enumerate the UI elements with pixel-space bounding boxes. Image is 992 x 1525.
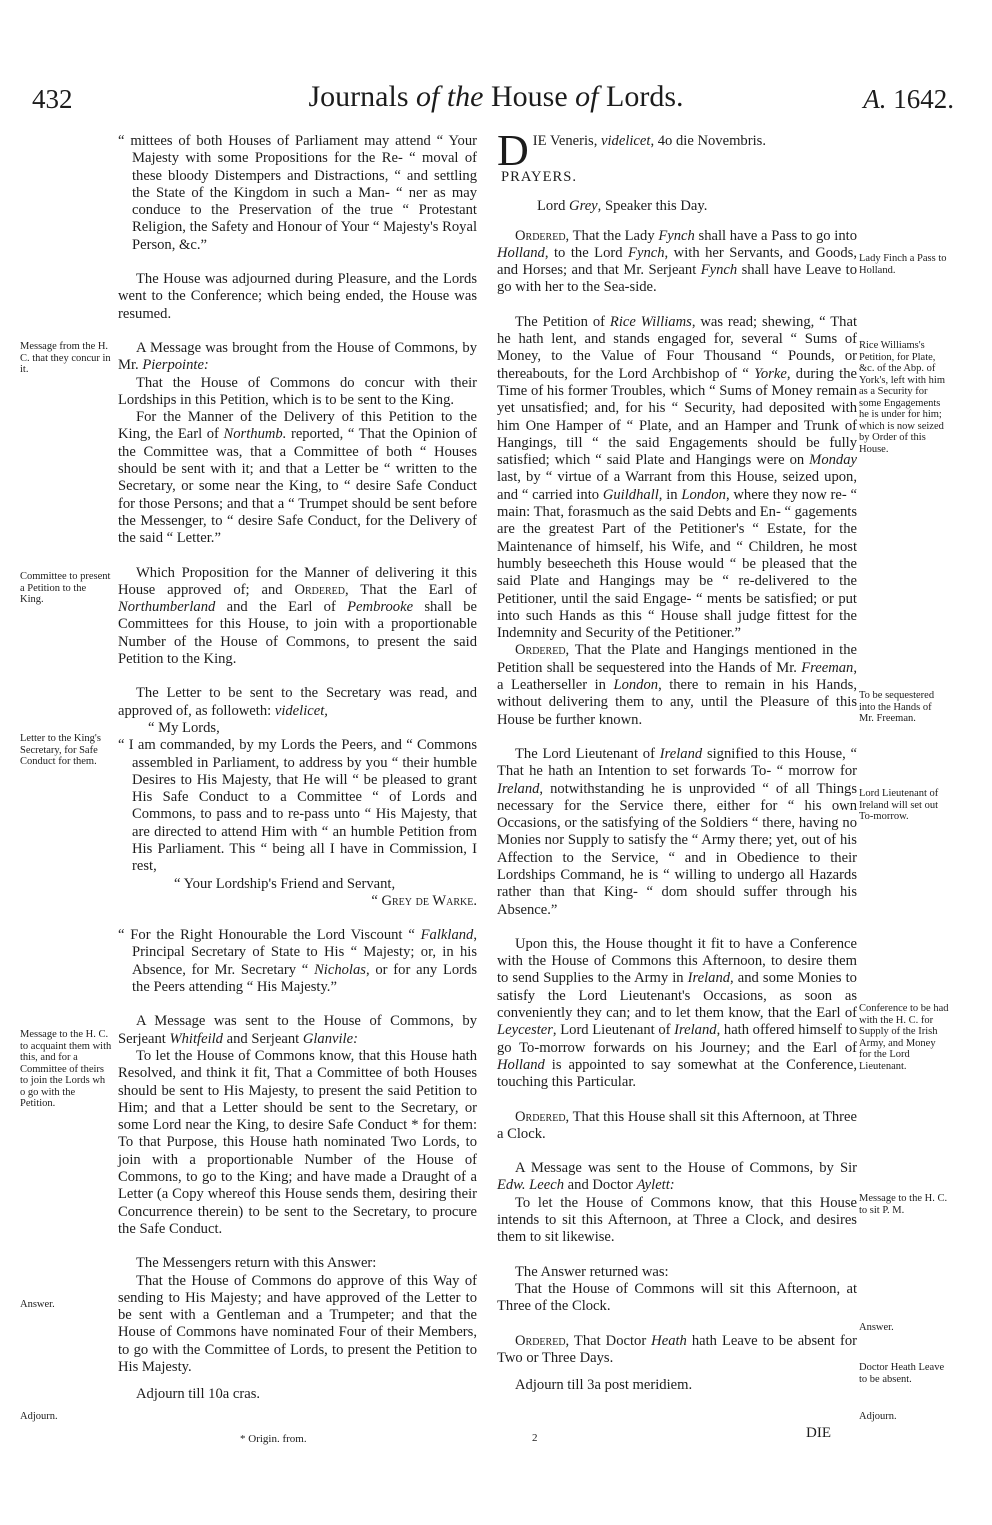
order-sequester — [497, 642, 857, 728]
text: , Principal Secretary of State to His “ Majesty; or, in his Absence, for Mr. Secretary “ — [132, 927, 477, 978]
text: Ireland — [497, 780, 540, 797]
margin-note: Rice Williams's Petition, for Plate, &c. of the Abp. of York's, left with him as a Security for some Engagements he is under for him; which is now seized by Order of this House. — [859, 340, 945, 455]
text: Aylett: — [636, 1177, 675, 1194]
letter-closing: “ Your Lordship's Friend and Servant, — [174, 875, 396, 892]
text: Ordered — [515, 227, 566, 244]
text: Fynch — [700, 262, 738, 279]
text: , Speaker this Day. — [597, 198, 708, 215]
text: Leycester — [497, 1022, 553, 1039]
margin-note: To be sequestered into the Hands of Mr. Freeman. — [859, 690, 935, 724]
conference-paragraph — [497, 936, 857, 1092]
text: Northumb. — [223, 426, 287, 443]
adjournment: Adjourn till 10a cras. — [136, 1386, 261, 1403]
text: Freeman — [801, 659, 854, 676]
drop-cap: D — [497, 126, 529, 175]
text: Ordered — [515, 642, 566, 659]
text: Edw. Leech — [497, 1177, 565, 1194]
letter-address — [118, 927, 477, 996]
text: “ For the Right Honourable the Lord Viscount “ — [118, 927, 421, 944]
text: last, by “ virtue of a Warrant from this House, seized upon, and “ carried into — [497, 469, 857, 503]
year — [863, 84, 954, 115]
text: , That this House shall sit this Afternoon, at Three a Clock. — [497, 1108, 857, 1142]
text: Rice Williams — [609, 313, 692, 330]
text: The Petition of — [515, 313, 610, 330]
text: Grey — [569, 198, 598, 215]
text: A Message was sent to the House of Commons, by Sir — [515, 1160, 857, 1177]
message-leech — [497, 1160, 857, 1195]
title-part: of the — [416, 80, 484, 113]
year-prefix: A. — [863, 84, 887, 114]
running-header — [0, 80, 992, 130]
letter-salutation: “ My Lords, — [148, 719, 220, 736]
text: Ireland — [687, 970, 731, 987]
text: , there to remain in his Hands, without delivering them to any, until the Pleasure of this House be further known. — [497, 677, 857, 728]
message-commons — [118, 340, 477, 375]
text: , That Doctor — [565, 1332, 652, 1349]
margin-note: Adjourn. — [859, 1411, 897, 1422]
text: London — [681, 486, 726, 503]
title-part: House — [483, 80, 576, 113]
text: Ordered — [294, 581, 345, 598]
message-content: To let the House of Commons know, that this House hath Resolved, and think it fit, That a Committee of both Houses should be sent to His Majesty, to present the said Petition to Him; and that a Letter should be sent to the Secretary, or some Lord near the King, to desire Safe Conduct * for them: To that Purpose, this House hath nominated Two Lords, to join with a proportionable Number of the House of Commons, to go to the King; and have made a Draught of a Letter (a Copy whereof this House sends them, desiring their Concurrence therein) to be sent to the Secretary, to procure the Safe Conduct. — [118, 1047, 477, 1237]
margin-note: Adjourn. — [20, 1411, 58, 1422]
text: Guildhall — [602, 486, 659, 503]
order-fynch-pass — [497, 228, 857, 297]
concur-paragraph: That the House of Commons do concur with their Lordships in this Petition, which is to be sent to the King. — [118, 374, 477, 408]
prayers-heading: PRAYERS. — [501, 169, 578, 185]
answer-returned: The Answer returned was: — [515, 1263, 669, 1280]
text: shall be Committees for this House, to join with a proportionable Number of the House of Commons, to present the said Petition to the King. — [118, 599, 477, 668]
text: , That the Earl of — [345, 581, 477, 598]
text: Yorke — [754, 365, 787, 382]
margin-note: Doctor Heath Leave to be absent. — [859, 1362, 945, 1385]
text: signified to this House, “ That he hath an Intention to set forwards To- “ morrow for — [497, 745, 857, 780]
message-sit-content: To let the House of Commons know, that this House intends to sit this Afternoon, at Three a Clock, and desires them to sit likewise. — [497, 1194, 857, 1246]
text: Monday — [809, 452, 857, 469]
right-column — [497, 126, 858, 1394]
text: , Lord Lieutenant of — [552, 1022, 675, 1039]
margin-note: Answer. — [20, 1299, 55, 1310]
text: , was read; shewing, “ That he hath lent, and stands engaged for, several “ Sums of Money, to the Value of Four Thousand “ Pounds, or thereabouts, for the Lord Archbishop of “ — [497, 313, 857, 382]
text: , where they now re- “ main: That, forasmuch as the said Debts and En- “ gagements are the greatest Part of the Petitioner's “ Estate, for the Maintenance of himself, his Wife, and “ Children, he most humbly beseecheth this House would “ be pleased that the said Plate and Hangings may be “ re-delivered to the Petitioner, until the said Engage- “ ments be satisfied; or put into such Hands as this “ House shall judge fittest for the Indemnity and Security of the Petitioner.” — [497, 486, 858, 642]
delivery-report — [118, 409, 477, 547]
text: Ireland — [659, 745, 703, 762]
text: Falkland — [420, 927, 474, 944]
text: , in — [658, 486, 682, 503]
letter-signature: “ Grey de Warke. — [371, 892, 477, 909]
text: , That the Plate and Hangings mentioned in the Petition shall be sequestered into the Hands of Mr. — [497, 642, 857, 676]
text: and the Earl of — [215, 599, 348, 616]
text: shall have a Pass to go into — [694, 227, 857, 244]
left-column — [118, 133, 477, 1404]
text: videlicet, — [274, 702, 328, 719]
margin-note: Conference to be had with the H. C. for Supply of the Irish Army, and Money for the Lord Lieutenant. — [859, 1003, 949, 1072]
text: Which Proposition for the Manner of delivering it this House approved of; and — [118, 564, 477, 598]
text: Whitfeild — [169, 1030, 223, 1047]
year-value: 1642. — [886, 84, 954, 114]
text: Fynch — [658, 227, 695, 244]
text: Ordered — [515, 1332, 566, 1349]
text: Ordered — [515, 1108, 566, 1125]
text: The Lord Lieutenant of — [515, 745, 660, 762]
petition-quote-end: “ mittees of both Houses of Parliament may attend “ Your Majesty with some Propositions for the Re- “ moval of these bloody Distempers and Distractions, “ and settling the State of the Kingdom in such a Man- “ ner as may conduce to the Preservation of the true “ Protestant Religion, the Safety and Honour of Your “ Majesty's Royal Person, &c.” — [118, 133, 477, 253]
catchword: DIE — [806, 1425, 831, 1441]
text: A Message was sent to the House of Commons, by Serjeant — [118, 1013, 477, 1047]
text: and Doctor — [564, 1177, 637, 1194]
letter-body: “ I am commanded, by my Lords the Peers, and “ Commons assembled in Parliament, to address by you “ their humble Desires to His Majesty, that He will “ be pleased to grant His Safe Conduct to a Committee “ of Lords and Commons, to pass and to re-pass unto “ His Majesty, that are directed to attend Him with “ an humble Petition from His Parliament. This “ being all I have in Commission, I rest, — [118, 737, 477, 875]
margin-note: Committee to present a Petition to the King. — [20, 571, 111, 605]
text: Pembrooke — [347, 599, 414, 616]
text: , hath offered himself to go To-morrow forwards on his Journey; and the Earl of — [497, 1022, 857, 1056]
title-part: Journals — [308, 80, 416, 113]
text: , 4o die Novembris. — [650, 133, 766, 149]
text: is appointed to say somewhat at the Conference, touching this Particular. — [497, 1056, 857, 1091]
williams-petition — [497, 314, 857, 643]
lord-lieutenant — [497, 746, 857, 919]
text: and Serjeant — [222, 1030, 303, 1047]
order-sit — [497, 1109, 857, 1144]
message-sent — [118, 1013, 477, 1048]
text: hath Leave to be absent for Two or Three Days. — [497, 1332, 857, 1366]
commons-answer: That the House of Commons do approve of this Way of sending to His Majesty; and have approved of the Letter to be sent with a Gentleman and a Trumpeter; and that the House of Commons have nominated Four of their Members, to go with the Committee of Lords, to present the Petition to His Majesty. — [118, 1272, 477, 1375]
session-date — [497, 126, 857, 175]
text: Holland — [497, 244, 545, 261]
title-part: Lords. — [598, 80, 684, 113]
text: Ireland — [674, 1022, 717, 1039]
text: Upon this, the House thought it fit to have a Conference with the House of Commons this Afternoon, to desire them to send Supplies to the Army in — [497, 935, 857, 987]
adjourned-paragraph: The House was adjourned during Pleasure, and the Lords went to the Conference; which being ended, the House was resumed. — [118, 271, 477, 322]
adjournment-pm: Adjourn till 3a post meridiem. — [515, 1377, 693, 1394]
text: Glanvile: — [302, 1030, 358, 1047]
text: reported, “ That the Opinion of the Committee was, that a Committee of both “ Houses should be sent with it; and that a Letter be “ written to the Secretary, or some near the King, to “ desire Safe Conduct for those Persons; and that a “ Trumpet should be sent before the Messenger, to “ desire Safe Conduct, for the Delivery of the said “ Letter.” — [118, 426, 477, 547]
journal-title — [0, 80, 992, 114]
margin-note: Message to the H. C. to acquaint them with this, and for a Committee of theirs to join the Lords wh o go with the Petition. — [20, 1029, 112, 1109]
order-heath — [497, 1333, 857, 1368]
text: Fynch — [628, 244, 665, 261]
text: The Letter to be sent to the Secretary was read, and approved of, as followeth: — [118, 685, 477, 719]
text: , or for any Lords the Peers attending “ His Majesty.” — [132, 961, 478, 996]
text: Northumberland — [118, 599, 216, 616]
text: London — [613, 677, 659, 694]
text: IE Veneris, — [532, 133, 602, 149]
messengers-return: The Messengers return with this Answer: — [136, 1255, 377, 1272]
text: Holland — [497, 1056, 545, 1073]
text: Lord — [537, 198, 570, 215]
text: For the Manner of the Delivery of this Petition to the King, the Earl of — [118, 409, 477, 443]
text: Pierpointe: — [142, 357, 209, 374]
proposition-ordered — [118, 565, 477, 669]
text: A Message was brought from the House of Commons, by Mr. — [118, 339, 477, 374]
text: , with her Servants, and Goods, and Horses; and that Mr. Serjeant — [497, 244, 857, 279]
text: shall have Leave to go with her to the Sea-side. — [497, 262, 858, 296]
margin-note: Message from the H. C. that they concur in it. — [20, 341, 111, 375]
letter-intro — [118, 685, 477, 720]
text: , notwithstanding he is unprovided “ of all Things necessary for the Service there, either for “ his own Occasions, or the satisfying of the Soldiers “ there, having no Monies nor Supply to satisfy the “ Army there; yet, out of his Affection to the Service, “ and in Obedience to their Lordships Command, he is “ willing to undergo all Hazards rather than that King- “ dom should suffer through his Absence.” — [497, 780, 857, 918]
text: , and some Monies to satisfy the Lord Lieutenant's Occasions, as soon as conveniently they can; and to let them know, that the Earl of — [497, 970, 857, 1022]
margin-note: Message to the H. C. to sit P. M. — [859, 1193, 948, 1216]
margin-note: Lord Lieutenant of Ireland will set out To-morrow. — [859, 788, 939, 822]
signature-mark: 2 — [532, 1432, 538, 1444]
text: , during the Time of his former Troubles, which “ Sums of Money remain yet unsatisfied; and, for his “ Security, had deposited with him One Hamper of “ Plate, and an Hamper and Trunk of Hangings, till “ the said Engagements should be fully satisfied; which “ said Plate and Hangings were on — [497, 365, 857, 469]
text: Nicholas — [314, 961, 366, 978]
text: Heath — [651, 1332, 687, 1349]
footnote: * Origin. from. — [240, 1433, 307, 1445]
text: , a Leatherseller in — [497, 659, 857, 694]
text: , to the Lord — [544, 244, 629, 261]
title-part: of — [575, 80, 599, 113]
margin-note: Lady Finch a Pass to Holland. — [859, 253, 947, 276]
margin-note: Answer. — [859, 1322, 894, 1333]
speaker-line — [497, 198, 857, 215]
answer-content: That the House of Commons will sit this Afternoon, at Three of the Clock. — [497, 1280, 857, 1315]
text: , That the Lady — [565, 227, 659, 244]
page-number: 432 — [32, 84, 73, 114]
text: videlicet — [601, 133, 651, 149]
margin-note: Letter to the King's Secretary, for Safe Conduct for them. — [20, 733, 101, 767]
